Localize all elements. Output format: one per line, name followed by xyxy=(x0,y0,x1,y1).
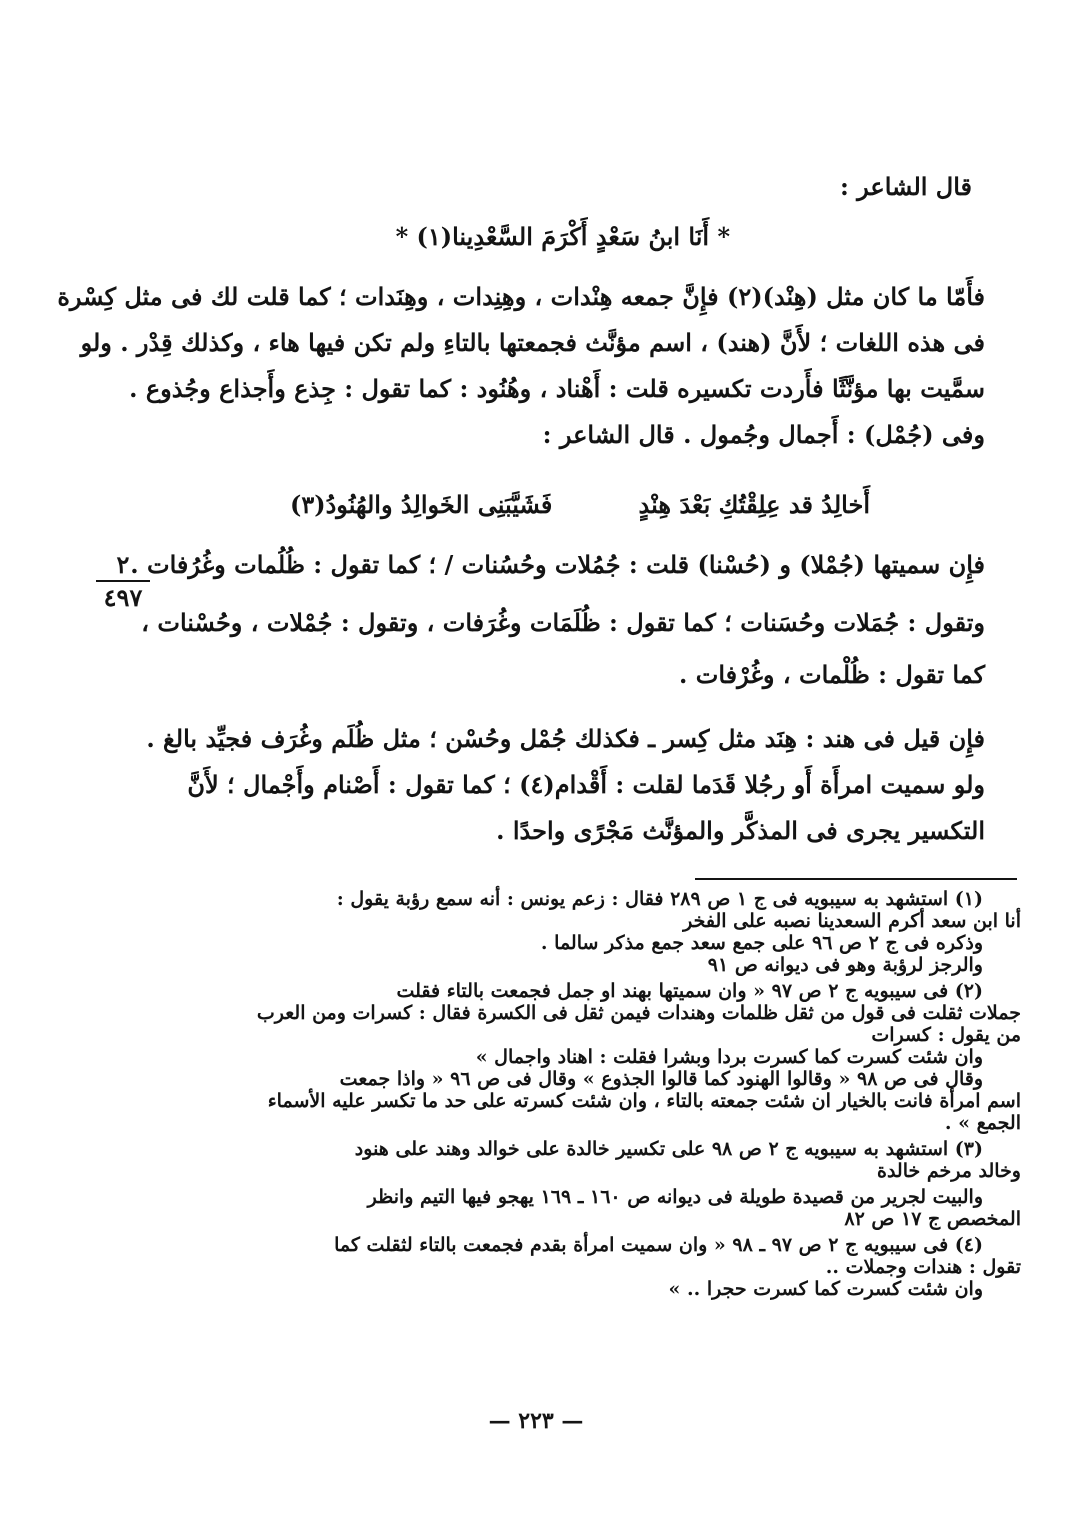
poet-said-heading: قال الشاعر : xyxy=(839,172,972,201)
footnote-line: اسم امرأة فانت بالخيار ان شئت جمعته بالتاء ، وان شئت كسرته على حد ما تكسر عليه الأسماء xyxy=(267,1090,1021,1112)
text-line: وفى (جُمْل) : أَجمال وجُمول . قال الشاعر : xyxy=(542,420,985,449)
footnote-line: وان شئت كسرت كما كسرت بردا وبشرا فقلت : اهناد واجمال » xyxy=(475,1046,983,1068)
verse-rajaz: * أَنَا ابنُ سَعْدٍ أَكْرَمَ السَّعْدِينا(١) * xyxy=(395,222,730,251)
footnote-line: وان شئت كسرت كما كسرت حجرا .. » xyxy=(668,1278,983,1300)
text-line: فى هذه اللغات ؛ لأَنَّ (هند) ، اسم مؤنَّث فجمعتها بالتاءِ ولم تكن فيها هاء ، وكذلك قِدْر . ولو xyxy=(80,328,985,357)
footnote-line: والبيت لجرير من قصيدة طويلة فى ديوانه ص ١٦٠ ـ ١٦٩ يهجو فيها التيم وانظر xyxy=(367,1186,983,1208)
verse-second-hemistich: فَشَيَّبَنِى الخَوالِدُ والهُنُودُ(٣) xyxy=(290,490,553,519)
footnote-line: وقال فى ص ٩٨ « وقالوا الهنود كما قالوا الجذوع » وقال فى ص ٩٦ « واذا جمعت xyxy=(339,1068,983,1090)
footnote-line: (٢) فى سيبويه ج ٢ ص ٩٧ « وان سميتها بهند او جمل فجمعت بالتاء فقلت xyxy=(396,980,983,1002)
footnote-line: جملات ثقلت فى قول من ثقل ظلمات وهندات فيمن ثقل فى الكسرة فقال : كسرات ومن العرب xyxy=(256,1002,1021,1024)
footnotes xyxy=(165,888,1021,1300)
paragraph-qadam xyxy=(146,716,985,854)
footnote-line: (٣) استشهد به سيبويه ج ٢ ص ٩٨ على تكسير خالدة على خوالد وهند على هنود xyxy=(354,1138,983,1160)
text-line: ولو سميت امرأَة أَو رجُلا قَدَما لقلت : أَقْدام(٤) ؛ كما تقول : أَصْنام وأَجْمال ؛ لأَنَّ xyxy=(187,770,985,799)
footnote-line: تقول : هندات وجملات .. xyxy=(825,1256,1021,1278)
footnote-divider xyxy=(695,878,1017,880)
footnote-line: وذكره فى ج ٢ ص ٩٦ على جمع سعد جمع مذكر سالما . xyxy=(540,932,983,954)
footnote-line: من يقول : كسرات xyxy=(871,1024,1021,1046)
text-line: فأَمّا ما كان مثل (هِنْد)(٢) فإِنَّ جمعه هِنْدات ، وهِنِدات ، وهِنَدات ؛ كما قلت لك فى مثل كِسْرة xyxy=(57,282,985,311)
text-line: سمَّيت بها مؤنَّثًا فأَردت تكسيره قلت : أَهْناد ، وهُنُود : كما تقول : جِذع وأَجذاع وجُذوع . xyxy=(129,374,985,403)
text-line: فإِن سميتها (جُمْلا) و (حُسْنا) قلت : جُمُلات وحُسُنات / ؛ كما تقول : ظُلُمات وغُرُفات . xyxy=(130,550,985,579)
footnote-line: وخالد مرخم خالدة xyxy=(876,1160,1021,1182)
footnote-line: (٤) فى سيبويه ج ٢ ص ٩٧ ـ ٩٨ « وان سميت امرأة بقدم فجمعت بالتاء لثقلت كما xyxy=(334,1234,983,1256)
paragraph-hind xyxy=(57,274,985,458)
text-line: كما تقول : ظُلْمات ، وغُرْفات . xyxy=(679,660,985,689)
footnote-line: الجمع » . xyxy=(944,1112,1021,1134)
page-number: — ٢٢٣ — xyxy=(488,1408,584,1434)
margin-volume-number: ٢ xyxy=(116,550,130,579)
text-line: فإِن قيل فى هند : هِنَد مثل كِسر ـ فكذلك جُمْل وحُسْن ؛ مثل ظُلَم وغُرَف فجيِّد بالغ . xyxy=(146,724,985,753)
footnote-line: أنا ابن سعد أكرم السعدينا نصبه على الفخر xyxy=(683,910,1021,932)
paragraph-jumal xyxy=(130,542,985,698)
footnote-line: المخصص ج ١٧ ص ٨٢ xyxy=(844,1208,1021,1230)
text-line: التكسير يجرى فى المذكَّر والمؤنَّث مَجْرًى واحدًا . xyxy=(496,816,985,845)
footnote-line: (١) استشهد به سيبويه فى ج ١ ص ٢٨٩ فقال : زعم يونس : أنه سمع رؤبة يقول : xyxy=(336,888,983,910)
text-line: وتقول : جُمَلات وحُسَنات ؛ كما تقول : ظُلَمَات وغُرَفات ، وتقول : جُمْلات ، وحُسْنات ، xyxy=(141,608,985,637)
footnote-line: والرجز لرؤبة وهو فى ديوانه ص ٩١ xyxy=(707,954,983,976)
margin-page-number: ٤٩٧ xyxy=(103,583,143,612)
verse-poem xyxy=(290,490,870,519)
verse-first-hemistich: أَخالِدُ قد عِلِقْتُكِ بَعْدَ هِنْدٍ xyxy=(638,490,870,519)
